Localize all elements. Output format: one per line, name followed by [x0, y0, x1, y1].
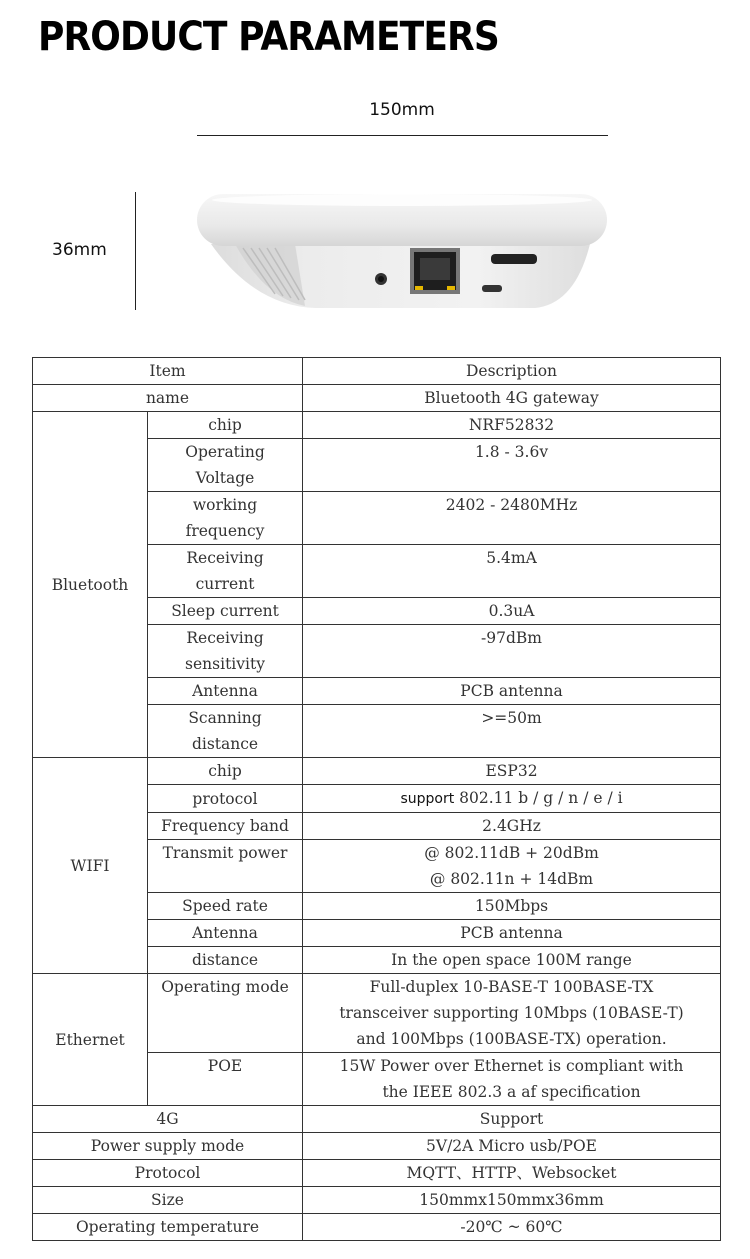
sub-label: Speed rate [148, 893, 303, 920]
row-value: >=50m [303, 705, 721, 758]
sub-label: chip [148, 412, 303, 439]
sub-label: distance [148, 947, 303, 974]
group-label-wifi: WIFI [33, 758, 148, 974]
page-title: PRODUCT PARAMETERS [38, 14, 499, 60]
row-value: support 802.11 b / g / n / e / i [303, 785, 721, 813]
width-dimension-label: 150mm [369, 100, 435, 120]
header-description: Description [303, 358, 721, 385]
row-value: ESP32 [303, 758, 721, 785]
row-label: name [33, 385, 303, 412]
table-row [33, 1187, 721, 1214]
row-label: Power supply mode [33, 1133, 303, 1160]
row-value: 5V/2A Micro usb/POE [303, 1133, 721, 1160]
row-label: Operating temperature [33, 1214, 303, 1241]
sub-label: Antenna [148, 678, 303, 705]
row-value: @ 802.11dB + 20dBm @ 802.11n + 14dBm [303, 840, 721, 893]
protocol-prefix: support [400, 791, 455, 807]
gateway-device-image [195, 186, 609, 314]
row-value: -20℃ ~ 60℃ [303, 1214, 721, 1241]
width-dimension-line [197, 135, 608, 136]
sub-label: Scanning distance [148, 705, 303, 758]
row-label: 4G [33, 1106, 303, 1133]
row-value: 5.4mA [303, 545, 721, 598]
row-value: PCB antenna [303, 678, 721, 705]
table-row [33, 1214, 721, 1241]
sub-label: Operating mode [148, 974, 303, 1053]
row-value: -97dBm [303, 625, 721, 678]
table-header-row [33, 358, 721, 385]
sub-label: Receiving sensitivity [148, 625, 303, 678]
spec-table [32, 357, 721, 1241]
height-dimension-label: 36mm [52, 240, 107, 260]
group-label-ethernet: Ethernet [33, 974, 148, 1106]
row-value: NRF52832 [303, 412, 721, 439]
row-value: 2.4GHz [303, 813, 721, 840]
row-value: 2402 - 2480MHz [303, 492, 721, 545]
sub-label: chip [148, 758, 303, 785]
table-row [33, 412, 721, 439]
table-row [33, 1160, 721, 1187]
row-value: 1.8 - 3.6v [303, 439, 721, 492]
row-value: 15W Power over Ethernet is compliant with the IEEE 802.3 a af specification [303, 1053, 721, 1106]
row-label: Protocol [33, 1160, 303, 1187]
header-item: Item [33, 358, 303, 385]
table-row [33, 758, 721, 785]
height-dimension-line [135, 192, 136, 310]
row-value: 150Mbps [303, 893, 721, 920]
table-row [33, 1106, 721, 1133]
row-value: In the open space 100M range [303, 947, 721, 974]
sub-label: working frequency [148, 492, 303, 545]
row-value: 150mmx150mmx36mm [303, 1187, 721, 1214]
sub-label: protocol [148, 785, 303, 813]
row-value: Full-duplex 10-BASE-T 100BASE-TX transceiver supporting 10Mbps (10BASE-T) and 100Mbps (100BASE-TX) operation. [303, 974, 721, 1053]
row-value: Bluetooth 4G gateway [303, 385, 721, 412]
sub-label: POE [148, 1053, 303, 1106]
sub-label: Sleep current [148, 598, 303, 625]
row-value: MQTT、HTTP、Websocket [303, 1160, 721, 1187]
row-label: Size [33, 1187, 303, 1214]
sub-label: Operating Voltage [148, 439, 303, 492]
row-value: 0.3uA [303, 598, 721, 625]
sub-label: Antenna [148, 920, 303, 947]
group-label-bluetooth: Bluetooth [33, 412, 148, 758]
row-value: PCB antenna [303, 920, 721, 947]
sub-label: Transmit power [148, 840, 303, 893]
table-row [33, 974, 721, 1053]
sub-label: Receiving current [148, 545, 303, 598]
sub-label: Frequency band [148, 813, 303, 840]
table-row [33, 385, 721, 412]
table-row [33, 1133, 721, 1160]
row-value: Support [303, 1106, 721, 1133]
